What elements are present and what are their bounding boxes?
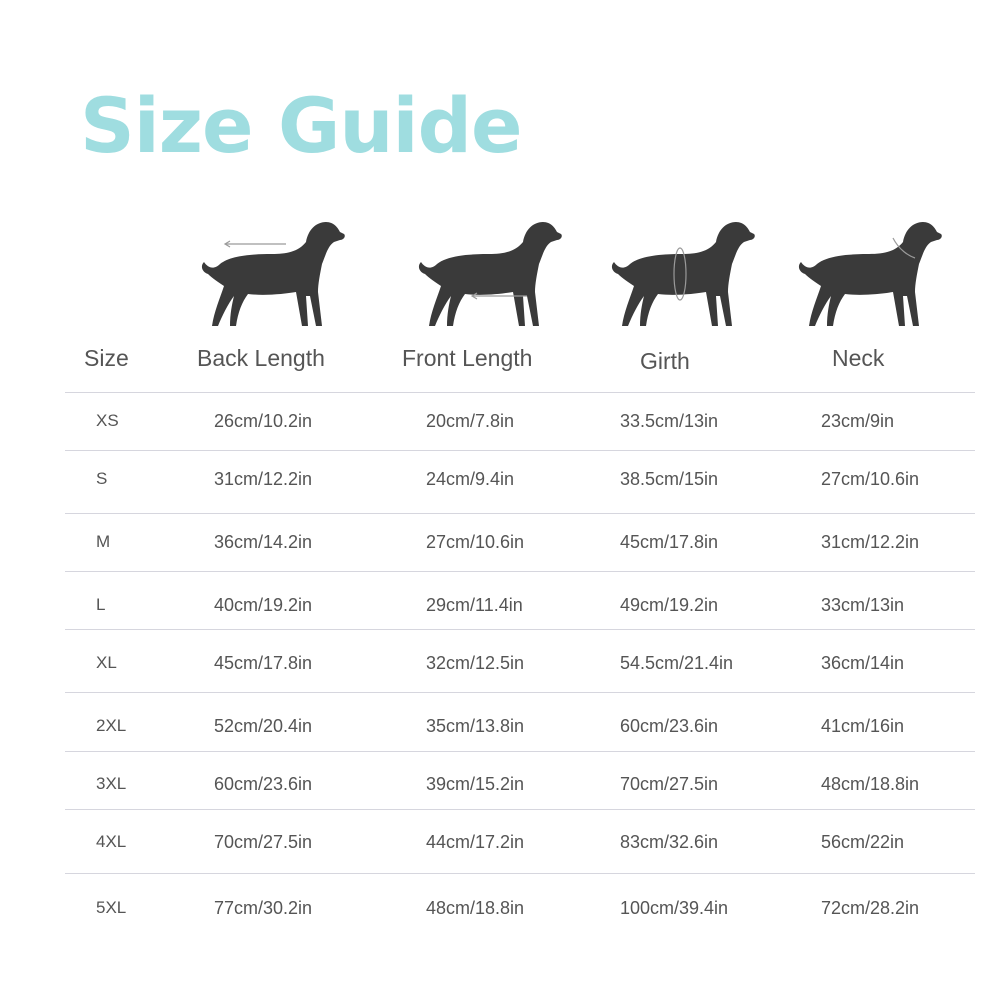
table-row: [65, 513, 975, 571]
size-table: [65, 392, 975, 934]
front-length-cell: 32cm/12.5in: [426, 653, 525, 673]
size-cell: XL: [96, 653, 117, 672]
size-cell: L: [96, 595, 106, 614]
girth-cell: 33.5cm/13in: [620, 411, 719, 431]
page-title: Size Guide: [80, 81, 522, 170]
dog-front-length-icon: [415, 212, 565, 332]
size-cell: M: [96, 532, 111, 551]
dog-girth-icon: [608, 212, 758, 332]
back-length-cell: 36cm/14.2in: [214, 532, 313, 552]
back-length-cell: 31cm/12.2in: [214, 469, 313, 489]
table-row: [65, 450, 975, 513]
dog-neck-icon: [795, 212, 945, 332]
front-length-cell: 24cm/9.4in: [426, 469, 515, 489]
girth-cell: 49cm/19.2in: [620, 595, 719, 615]
front-length-cell: 44cm/17.2in: [426, 832, 525, 852]
back-length-cell: 52cm/20.4in: [214, 716, 313, 736]
header-girth: Girth: [640, 348, 690, 374]
girth-cell: 38.5cm/15in: [620, 469, 719, 489]
header-size: Size: [84, 345, 129, 371]
back-length-cell: 60cm/23.6in: [214, 774, 313, 794]
neck-cell: 31cm/12.2in: [821, 532, 920, 552]
size-cell: XS: [96, 411, 119, 430]
front-length-cell: 39cm/15.2in: [426, 774, 525, 794]
neck-cell: 41cm/16in: [821, 716, 905, 736]
front-length-cell: 35cm/13.8in: [426, 716, 525, 736]
back-length-cell: 70cm/27.5in: [214, 832, 313, 852]
neck-cell: 72cm/28.2in: [821, 898, 920, 918]
header-back-length: Back Length: [197, 345, 325, 371]
table-row: [65, 873, 975, 934]
header-front-length: Front Length: [402, 345, 533, 371]
size-cell: 2XL: [96, 716, 127, 735]
neck-cell: 27cm/10.6in: [821, 469, 920, 489]
table-row: [65, 751, 975, 809]
size-cell: 4XL: [96, 832, 127, 851]
girth-cell: 70cm/27.5in: [620, 774, 719, 794]
table-row: [65, 809, 975, 873]
front-length-cell: 29cm/11.4in: [426, 595, 523, 615]
neck-cell: 33cm/13in: [821, 595, 905, 615]
table-row: [65, 692, 975, 751]
size-cell: 5XL: [96, 898, 127, 917]
girth-cell: 54.5cm/21.4in: [620, 653, 734, 673]
girth-cell: 100cm/39.4in: [620, 898, 729, 918]
girth-cell: 45cm/17.8in: [620, 532, 719, 552]
table-row: [65, 392, 975, 450]
front-length-cell: 48cm/18.8in: [426, 898, 525, 918]
front-length-cell: 27cm/10.6in: [426, 532, 525, 552]
back-length-cell: 26cm/10.2in: [214, 411, 313, 431]
table-row: [65, 629, 975, 692]
girth-cell: 83cm/32.6in: [620, 832, 719, 852]
size-cell: 3XL: [96, 774, 127, 793]
header-neck: Neck: [832, 345, 885, 371]
neck-cell: 23cm/9in: [821, 411, 895, 431]
back-length-cell: 45cm/17.8in: [214, 653, 313, 673]
back-length-cell: 77cm/30.2in: [214, 898, 313, 918]
neck-cell: 56cm/22in: [821, 832, 905, 852]
table-row: [65, 571, 975, 629]
back-length-cell: 40cm/19.2in: [214, 595, 313, 615]
girth-cell: 60cm/23.6in: [620, 716, 719, 736]
neck-cell: 48cm/18.8in: [821, 774, 920, 794]
front-length-cell: 20cm/7.8in: [426, 411, 515, 431]
neck-cell: 36cm/14in: [821, 653, 905, 673]
size-cell: S: [96, 469, 108, 488]
dog-back-length-icon: [198, 212, 348, 332]
